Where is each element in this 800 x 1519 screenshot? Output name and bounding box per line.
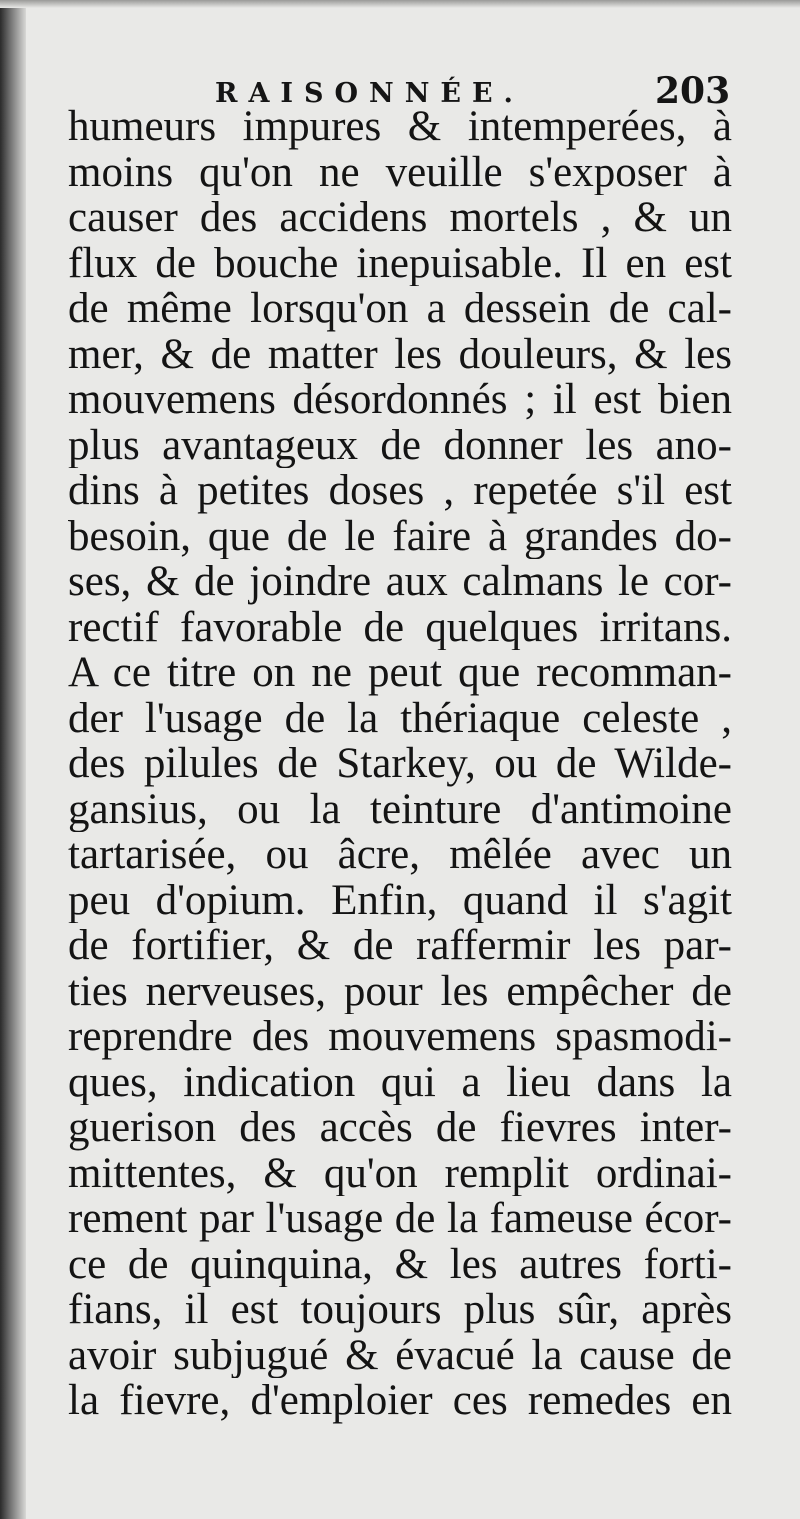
text-line: des pilules de Starkey, ou de Wilde- — [68, 741, 732, 787]
text-line: A ce titre on ne peut que recomman- — [68, 650, 732, 696]
text-line: guerison des accès de fievres inter- — [68, 1105, 732, 1151]
text-line: rectif favorable de quelques irritans. — [68, 604, 732, 650]
text-line: dins à petites doses , repetée s'il est — [68, 468, 732, 514]
text-line: plus avantageux de donner les ano- — [68, 422, 732, 468]
text-line: mittentes, & qu'on remplit ordinai- — [68, 1150, 732, 1196]
text-line: fians, il est toujours plus sûr, après — [68, 1287, 732, 1333]
text-line: besoin, que de le faire à grandes do- — [68, 513, 732, 559]
text-line: avoir subjugué & évacué la cause de — [68, 1332, 732, 1378]
text-line: ce de quinquina, & les autres forti- — [68, 1241, 732, 1287]
running-title: RAISONNÉE. — [215, 78, 524, 109]
page-number: 203 — [655, 70, 731, 112]
text-line: humeurs impures & intemperées, à — [68, 104, 732, 150]
text-line: mer, & de matter les douleurs, & les — [68, 331, 732, 377]
text-line: rement par l'usage de la fameuse écor- — [68, 1196, 732, 1242]
text-line: ses, & de joindre aux calmans le cor- — [68, 559, 732, 605]
text-line: gansius, ou la teinture d'antimoine — [68, 786, 732, 832]
text-line: ques, indication qui a lieu dans la — [68, 1059, 732, 1105]
text-line: tartarisée, ou âcre, mêlée avec un — [68, 832, 732, 878]
text-line: peu d'opium. Enfin, quand il s'agit — [68, 877, 732, 923]
text-line: de fortifier, & de raffermir les par- — [68, 923, 732, 969]
body-text — [68, 104, 732, 1424]
text-line: causer des accidens mortels , & un — [68, 195, 732, 241]
text-line: de même lorsqu'on a dessein de cal- — [68, 286, 732, 332]
text-line: moins qu'on ne veuille s'exposer à — [68, 149, 732, 195]
text-line: reprendre des mouvemens spasmodi- — [68, 1014, 732, 1060]
text-line: der l'usage de la thériaque celeste , — [68, 695, 732, 741]
text-line: la fievre, d'emploier ces remedes en — [68, 1378, 732, 1424]
text-line: ties nerveuses, pour les empêcher de — [68, 968, 732, 1014]
text-line: flux de bouche inepuisable. Il en est — [68, 240, 732, 286]
gutter-shadow — [0, 0, 26, 1519]
text-line: mouvemens désordonnés ; il est bien — [68, 377, 732, 423]
page-top-edge — [0, 0, 800, 8]
